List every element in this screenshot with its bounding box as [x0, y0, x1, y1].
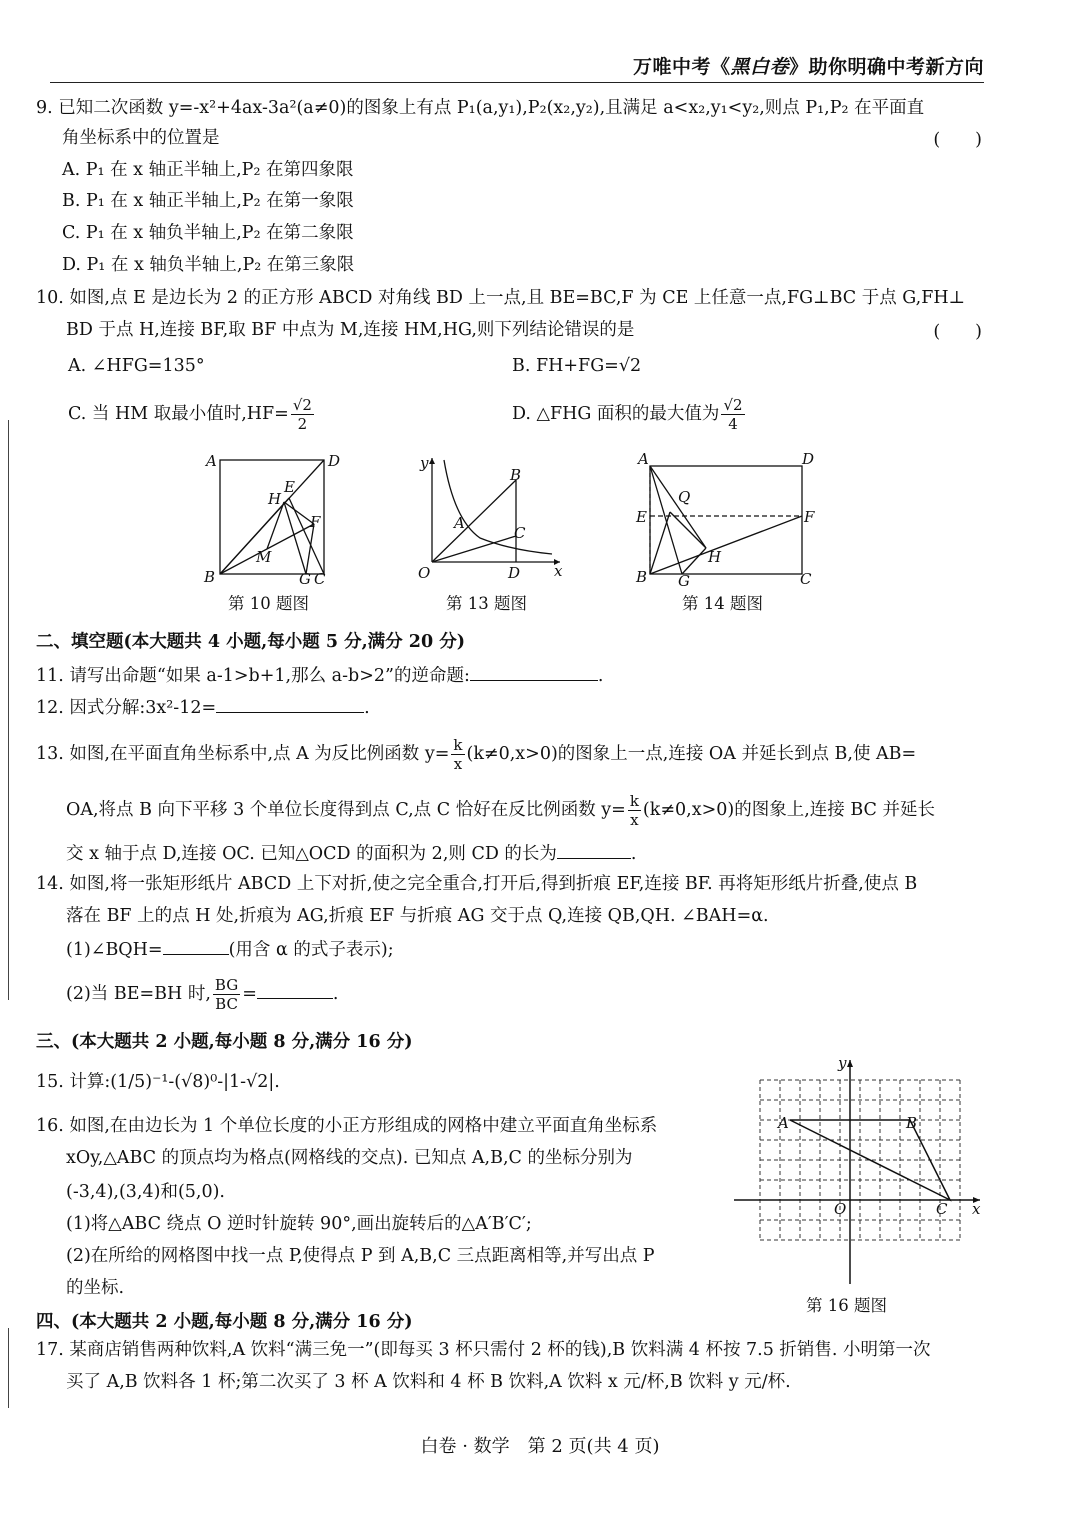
q9-option-c: C. P₁ 在 x 轴负半轴上,P₂ 在第二象限: [62, 223, 354, 243]
q10-option-a: A. ∠HFG=135°: [68, 356, 205, 376]
q10-line2: BD 于点 H,连接 BF,取 BF 中点为 M,连接 HM,HG,则下列结论错误的是: [66, 320, 635, 340]
svg-text:G: G: [299, 570, 311, 588]
figure-q14: [630, 448, 820, 588]
svg-text:y: y: [420, 454, 429, 472]
q14-blank-2[interactable]: [257, 980, 333, 999]
svg-text:y: y: [838, 1054, 847, 1072]
svg-text:H: H: [268, 490, 282, 508]
q13-line3: 交 x 轴于点 D,连接 OC. 已知△OCD 的面积为 2,则 CD 的长为 .: [66, 840, 637, 866]
figure-q13-caption: 第 13 题图: [446, 594, 527, 613]
q11-blank[interactable]: [470, 662, 598, 681]
q9-option-d: D. P₁ 在 x 轴负半轴上,P₂ 在第三象限: [62, 255, 355, 275]
page-header: 万唯中考《黑白卷》助你明确中考新方向: [632, 56, 984, 78]
q10-answer-paren: ( ): [933, 322, 982, 342]
q10-option-c: C. 当 HM 取最小值时,HF= $\frac{√2}{2}$: [68, 396, 312, 433]
svg-text:B: B: [204, 568, 216, 586]
q14-part2: (2)当 BE=BH 时, $\frac{BG}{BC}$ = .: [66, 976, 339, 1013]
q9-line2: 角坐标系中的位置是: [62, 128, 220, 148]
page-footer: 白卷 · 数学 第 2 页(共 4 页): [420, 1436, 660, 1457]
svg-text:H: H: [708, 548, 722, 566]
q16-part3: 的坐标.: [66, 1278, 125, 1298]
svg-text:C: C: [936, 1200, 948, 1218]
q16-part1: (1)将△ABC 绕点 O 逆时针旋转 90°,画出旋转后的△A′B′C′;: [66, 1214, 532, 1234]
svg-text:E: E: [636, 508, 647, 526]
section-3-title: 三、(本大题共 2 小题,每小题 8 分,满分 16 分): [36, 1032, 413, 1052]
svg-text:F: F: [804, 508, 815, 526]
svg-text:B: B: [636, 568, 648, 586]
svg-text:C: C: [314, 570, 326, 588]
q12-blank[interactable]: [216, 694, 364, 713]
q10-option-b: B. FH+FG=√2: [512, 356, 642, 376]
q11: 11. 请写出命题“如果 a-1>b+1,那么 a-b>2”的逆命题: .: [36, 662, 603, 688]
figure-q14-caption: 第 14 题图: [682, 594, 763, 613]
svg-text:E: E: [284, 478, 295, 496]
q16-line3: (-3,4),(3,4)和(5,0).: [66, 1182, 225, 1202]
q13-line2: OA,将点 B 向下平移 3 个单位长度得到点 C,点 C 恰好在反比例函数 y= $\frac{k}{x}$ (k≠0,x>0)的图象上,连接 BC 并延长: [66, 792, 935, 829]
figure-q10: [196, 448, 346, 588]
q13-blank[interactable]: [557, 840, 631, 859]
svg-text:G: G: [678, 572, 690, 588]
svg-text:A: A: [206, 452, 217, 470]
q14-part1: (1)∠BQH= (用含 α 的式子表示);: [66, 936, 394, 962]
header-rule: [50, 82, 984, 83]
q9-option-a: A. P₁ 在 x 轴正半轴上,P₂ 在第四象限: [62, 160, 354, 180]
margin-line: [8, 1328, 9, 1408]
svg-text:D: D: [802, 450, 815, 468]
q14-line2: 落在 BF 上的点 H 处,折痕为 AG,折痕 EF 与折痕 AG 交于点 Q,连接 QB,QH. ∠BAH=α.: [66, 906, 769, 926]
svg-text:A: A: [778, 1114, 789, 1132]
q15: 15. 计算:(1/5)⁻¹-(√8)⁰-|1-√2|.: [36, 1072, 280, 1092]
svg-text:M: M: [256, 548, 272, 566]
q16-line2: xOy,△ABC 的顶点均为格点(网格线的交点). 已知点 A,B,C 的坐标分别为: [66, 1148, 633, 1168]
margin-line: [8, 420, 9, 1000]
svg-text:C: C: [514, 524, 526, 542]
svg-text:A: A: [454, 514, 465, 532]
q9-line1: 9. 已知二次函数 y=-x²+4ax-3a²(a≠0)的图象上有点 P₁(a,y₁),P₂(x₂,y₂),且满足 a<x₂,y₁<y₂,则点 P₁,P₂ 在平面直: [36, 98, 925, 118]
figure-q16: [730, 1052, 990, 1292]
q17-line1: 17. 某商店销售两种饮料,A 饮料“满三免一”(即每买 3 杯只需付 2 杯的钱),B 饮料满 4 杯按 7.5 折销售. 小明第一次: [36, 1340, 931, 1360]
svg-text:O: O: [834, 1200, 847, 1218]
svg-text:F: F: [310, 513, 321, 531]
svg-text:A: A: [638, 450, 649, 468]
q14-line1: 14. 如图,将一张矩形纸片 ABCD 上下对折,使之完全重合,打开后,得到折痕 EF,连接 BF. 再将矩形纸片折叠,使点 B: [36, 874, 918, 894]
svg-text:x: x: [972, 1200, 981, 1218]
figure-q10-caption: 第 10 题图: [228, 594, 309, 613]
q10-option-d: D. △FHG 面积的最大值为 $\frac{√2}{4}$: [512, 396, 743, 433]
q14-blank-1[interactable]: [163, 936, 229, 955]
figure-q16-caption: 第 16 题图: [806, 1296, 887, 1315]
svg-text:B: B: [906, 1114, 918, 1132]
svg-text:D: D: [508, 564, 521, 582]
figure-q13: [410, 450, 570, 585]
q17-line2: 买了 A,B 饮料各 1 杯;第二次买了 3 杯 A 饮料和 4 杯 B 饮料,A 饮料 x 元/杯,B 饮料 y 元/杯.: [66, 1372, 791, 1392]
svg-text:x: x: [554, 562, 563, 580]
q9-option-b: B. P₁ 在 x 轴正半轴上,P₂ 在第一象限: [62, 191, 354, 211]
q10-line1: 10. 如图,点 E 是边长为 2 的正方形 ABCD 对角线 BD 上一点,且 BE=BC,F 为 CE 上任意一点,FG⊥BC 于点 G,FH⊥: [36, 288, 966, 308]
section-4-title: 四、(本大题共 2 小题,每小题 8 分,满分 16 分): [36, 1312, 413, 1332]
section-2-title: 二、填空题(本大题共 4 小题,每小题 5 分,满分 20 分): [36, 632, 466, 652]
q16-part2: (2)在所给的网格图中找一点 P,使得点 P 到 A,B,C 三点距离相等,并写出点 P: [66, 1246, 655, 1266]
svg-text:D: D: [328, 452, 341, 470]
q9-answer-paren: ( ): [933, 130, 982, 150]
q13-line1: 13. 如图,在平面直角坐标系中,点 A 为反比例函数 y= $\frac{k}{x}$ (k≠0,x>0)的图象上一点,连接 OA 并延长到点 B,使 AB=: [36, 736, 917, 773]
q12: 12. 因式分解:3x²-12= .: [36, 694, 370, 720]
svg-text:O: O: [418, 564, 431, 582]
svg-text:Q: Q: [678, 488, 691, 506]
svg-text:C: C: [800, 570, 812, 588]
svg-text:B: B: [510, 466, 522, 484]
q16-line1: 16. 如图,在由边长为 1 个单位长度的小正方形组成的网格中建立平面直角坐标系: [36, 1116, 658, 1136]
